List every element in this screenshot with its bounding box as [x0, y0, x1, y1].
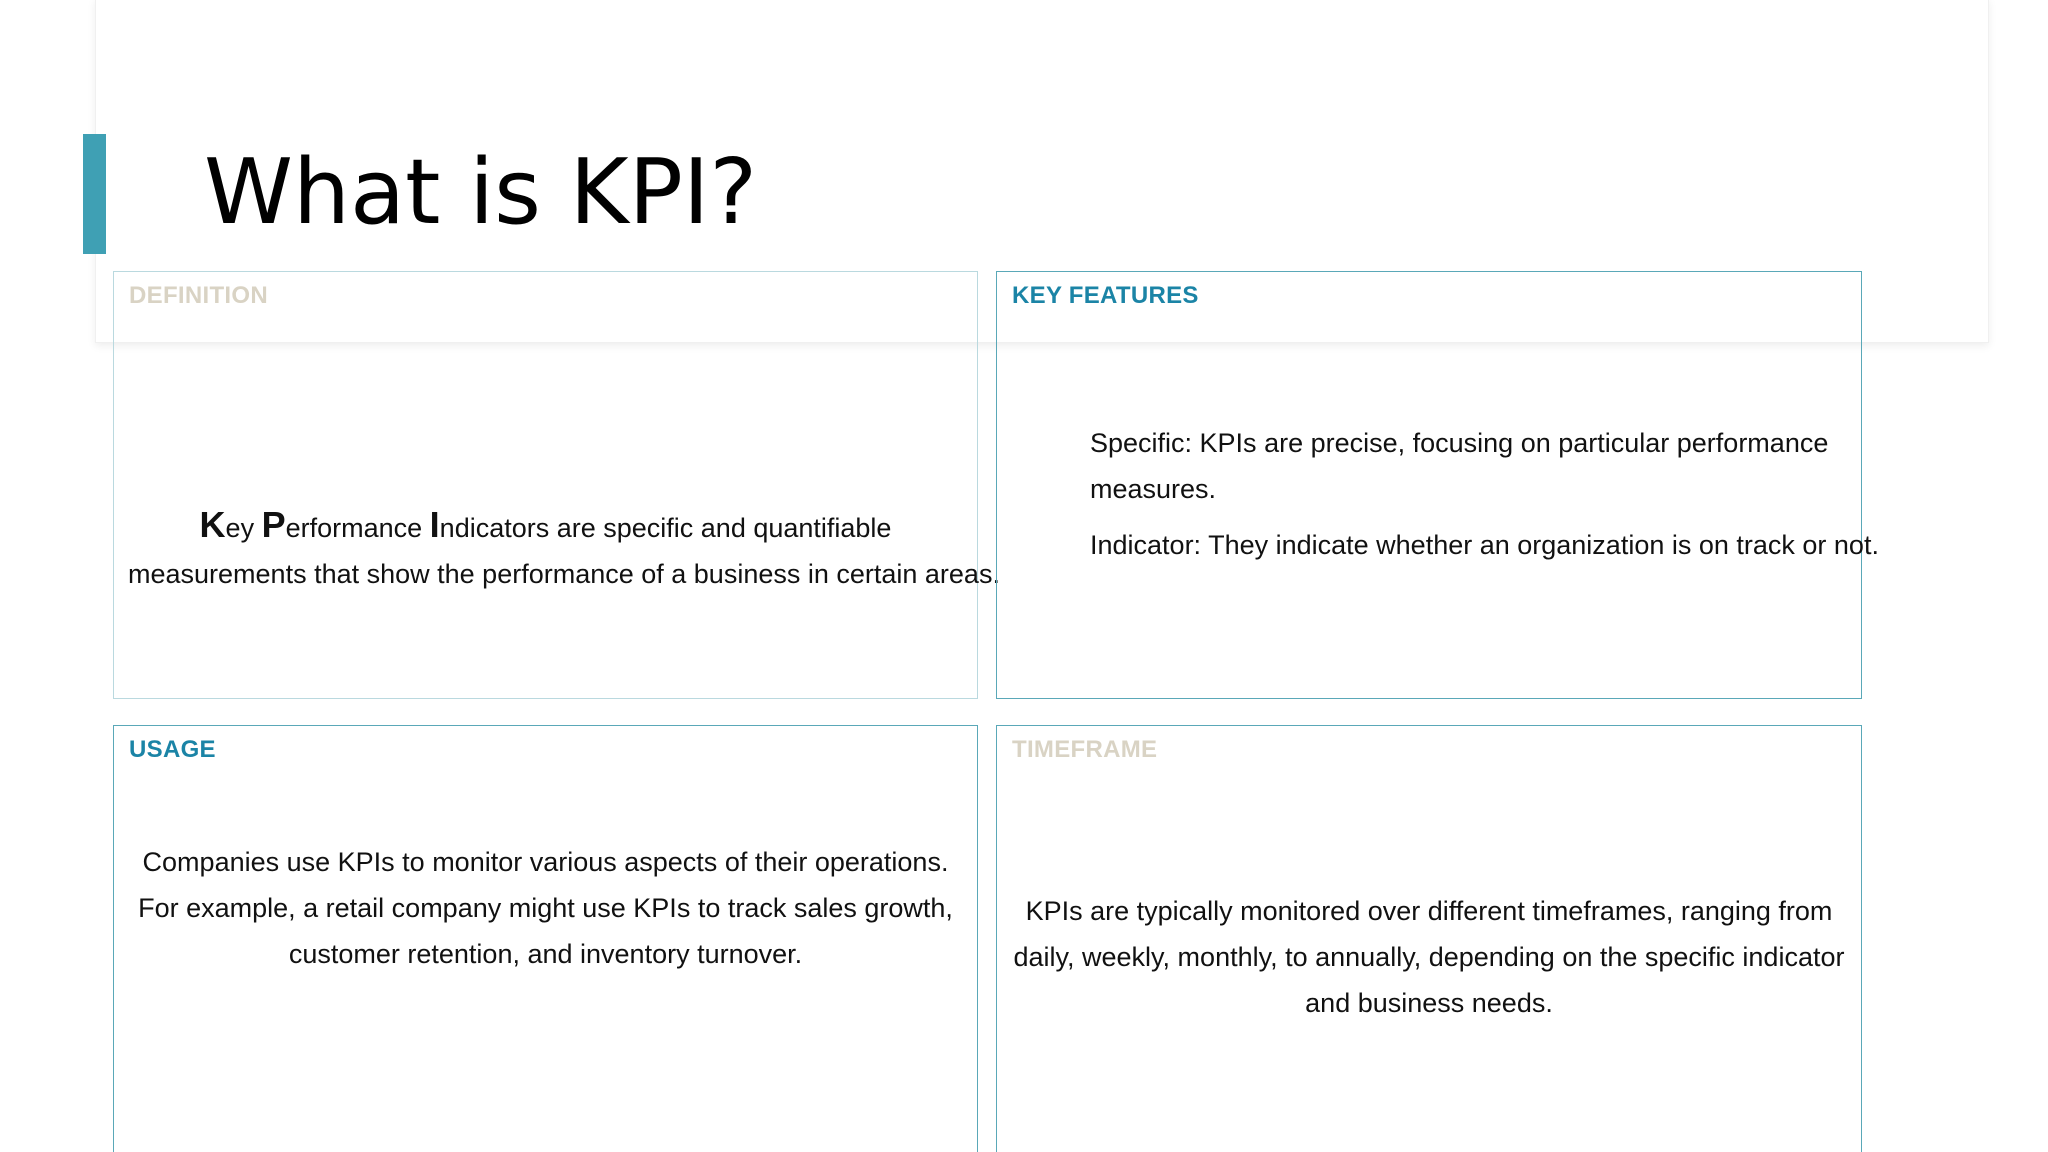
- acronym-i: I: [429, 504, 440, 545]
- key-features-box: [996, 271, 1879, 699]
- acronym-k: K: [199, 504, 226, 545]
- key-feature-item: Specific: KPIs are precise, focusing on particular performance measures.: [1090, 428, 1829, 504]
- timeframe-box: [996, 725, 1862, 1152]
- key-features-list: [1090, 420, 1879, 578]
- timeframe-text: KPIs are typically monitored over different timeframes, ranging from daily, weekly, monthly, to annually, depending on the specific indicator and business needs.: [1013, 896, 1845, 1018]
- definition-box: [113, 271, 1000, 699]
- acronym-i-rest: ndicators are specific and quantifiable: [439, 513, 892, 543]
- definition-label: DEFINITION: [129, 282, 268, 309]
- definition-line-2: measurements that show the performance of a business in certain areas.: [128, 559, 1000, 589]
- timeframe-label: TIMEFRAME: [1012, 736, 1158, 763]
- usage-label: USAGE: [129, 736, 216, 763]
- key-features-label: KEY FEATURES: [1012, 282, 1199, 309]
- acronym-p: P: [261, 504, 286, 545]
- acronym-k-rest: ey: [225, 513, 262, 543]
- key-feature-item: Indicator: They indicate whether an organization is on track or not.: [1090, 530, 1879, 560]
- definition-line-1: [128, 502, 963, 551]
- slide-title: What is KPI?: [204, 140, 758, 245]
- usage-text: Companies use KPIs to monitor various aspects of their operations. For example, a retail company might use KPIs to track sales growth, customer retention, and inventory turnover.: [138, 847, 953, 969]
- definition-text: [128, 502, 1000, 597]
- acronym-p-rest: erformance: [285, 513, 430, 543]
- usage-box: [113, 725, 978, 1152]
- title-accent-bar: [83, 134, 106, 254]
